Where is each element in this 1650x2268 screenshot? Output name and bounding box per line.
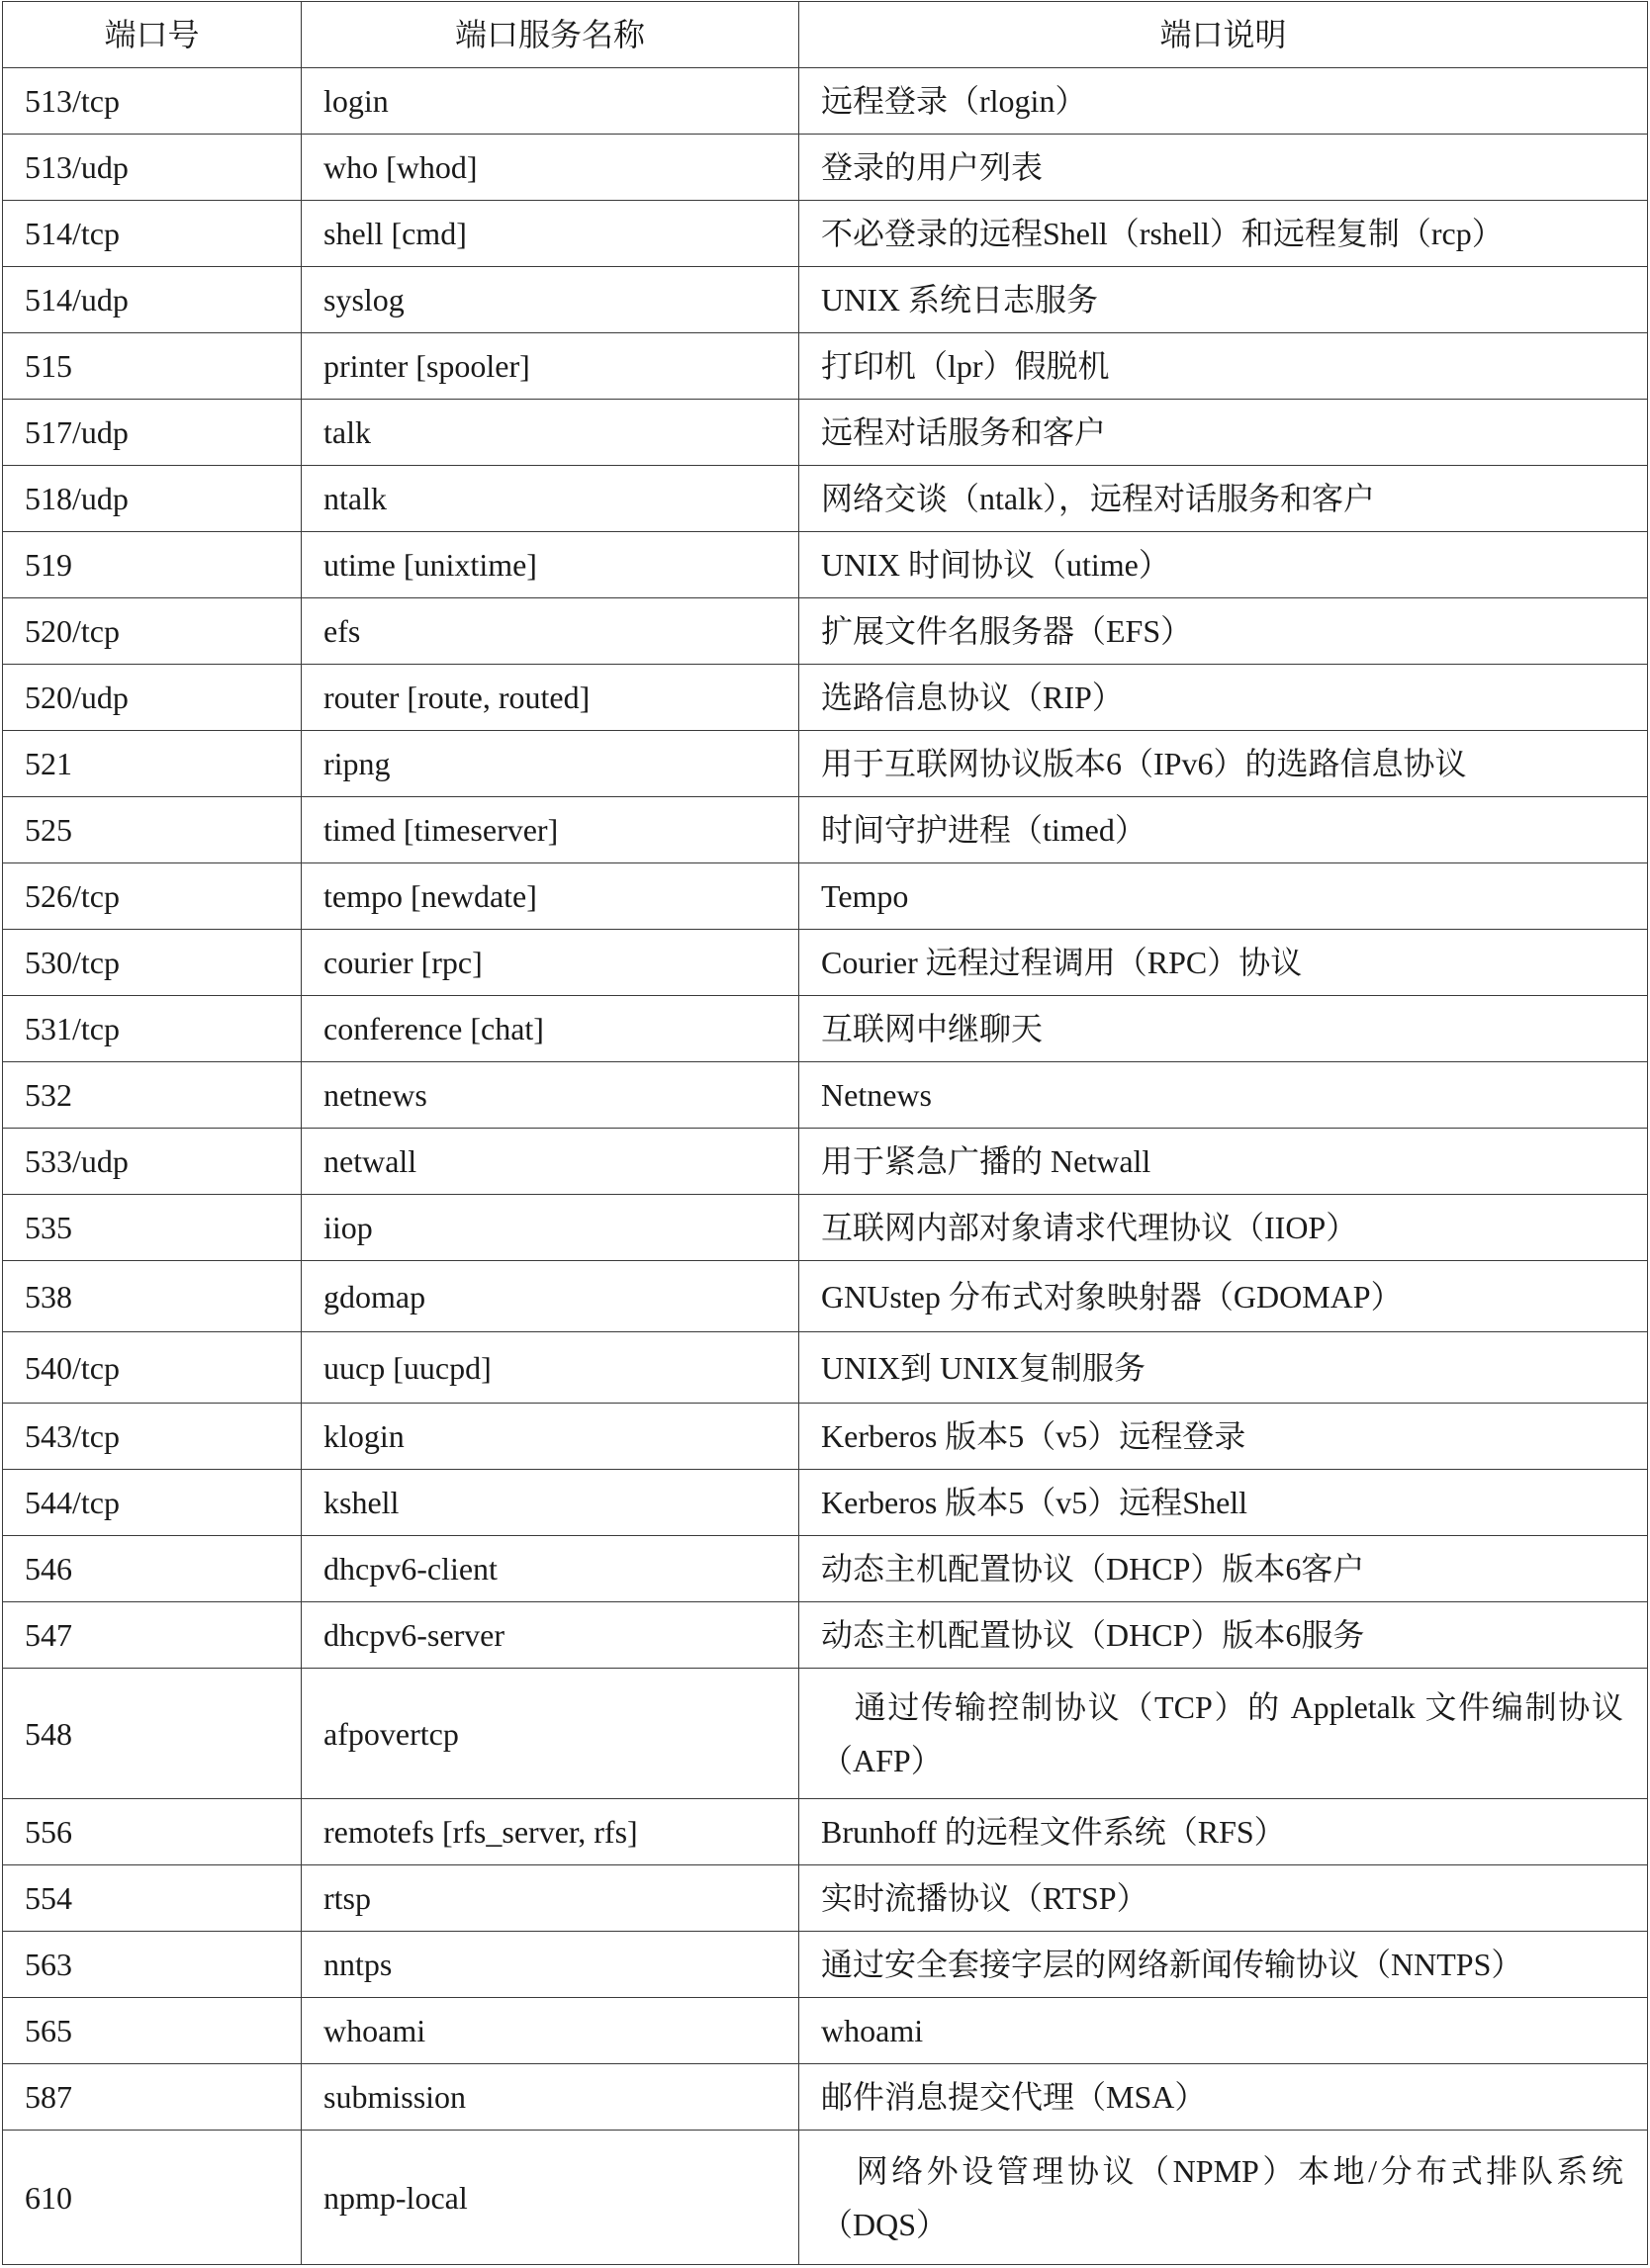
description-cell: Tempo — [799, 863, 1648, 930]
description-cell: 时间守护进程（timed） — [799, 797, 1648, 863]
description-cell: 扩展文件名服务器（EFS） — [799, 598, 1648, 665]
table-row — [3, 1602, 1648, 1669]
port-cell: 526/tcp — [3, 863, 302, 930]
description-cell: Courier 远程过程调用（RPC）协议 — [799, 930, 1648, 996]
port-cell: 525 — [3, 797, 302, 863]
port-cell: 521 — [3, 731, 302, 797]
port-table — [2, 1, 1648, 2265]
description-cell: UNIX 时间协议（utime） — [799, 532, 1648, 598]
service-name-cell: shell [cmd] — [302, 201, 799, 267]
table-row — [3, 201, 1648, 267]
service-name-cell: syslog — [302, 267, 799, 333]
port-cell: 520/tcp — [3, 598, 302, 665]
port-cell: 610 — [3, 2131, 302, 2265]
table-row — [3, 1536, 1648, 1602]
service-name-cell: dhcpv6-client — [302, 1536, 799, 1602]
table-row — [3, 466, 1648, 532]
port-cell: 556 — [3, 1799, 302, 1865]
table-row — [3, 532, 1648, 598]
description-cell: UNIX 系统日志服务 — [799, 267, 1648, 333]
table-row — [3, 267, 1648, 333]
table-body — [3, 68, 1648, 2265]
port-cell: 563 — [3, 1932, 302, 1998]
service-name-cell: conference [chat] — [302, 996, 799, 1062]
description-cell: 远程登录（rlogin） — [799, 68, 1648, 135]
table-row — [3, 1404, 1648, 1470]
port-cell: 554 — [3, 1865, 302, 1932]
port-cell: 532 — [3, 1062, 302, 1129]
port-cell: 538 — [3, 1261, 302, 1332]
description-cell: 网络外设管理协议（NPMP）本地/分布式排队系统（DQS） — [799, 2131, 1648, 2265]
description-cell: 通过安全套接字层的网络新闻传输协议（NNTPS） — [799, 1932, 1648, 1998]
table-row — [3, 930, 1648, 996]
column-header-service: 端口服务名称 — [302, 2, 799, 68]
column-header-port: 端口号 — [3, 2, 302, 68]
column-header-description: 端口说明 — [799, 2, 1648, 68]
table-row — [3, 1332, 1648, 1404]
description-cell: 网络交谈（ntalk），远程对话服务和客户 — [799, 466, 1648, 532]
description-cell: 互联网中继聊天 — [799, 996, 1648, 1062]
service-name-cell: submission — [302, 2064, 799, 2131]
service-name-cell: talk — [302, 400, 799, 466]
description-cell: 用于紧急广播的 Netwall — [799, 1129, 1648, 1195]
description-cell: 用于互联网协议版本6（IPv6）的选路信息协议 — [799, 731, 1648, 797]
port-cell: 533/udp — [3, 1129, 302, 1195]
table-row — [3, 1669, 1648, 1799]
table-row — [3, 863, 1648, 930]
table-header-row — [3, 2, 1648, 68]
description-cell: 动态主机配置协议（DHCP）版本6服务 — [799, 1602, 1648, 1669]
service-name-cell: utime [unixtime] — [302, 532, 799, 598]
port-cell: 547 — [3, 1602, 302, 1669]
port-cell: 513/udp — [3, 135, 302, 201]
table-row — [3, 665, 1648, 731]
service-name-cell: ntalk — [302, 466, 799, 532]
port-cell: 543/tcp — [3, 1404, 302, 1470]
service-name-cell: printer [spooler] — [302, 333, 799, 400]
port-cell: 540/tcp — [3, 1332, 302, 1404]
service-name-cell: dhcpv6-server — [302, 1602, 799, 1669]
service-name-cell: ripng — [302, 731, 799, 797]
description-cell: 打印机（lpr）假脱机 — [799, 333, 1648, 400]
description-cell: 互联网内部对象请求代理协议（IIOP） — [799, 1195, 1648, 1261]
table-row — [3, 2064, 1648, 2131]
service-name-cell: remotefs [rfs_server, rfs] — [302, 1799, 799, 1865]
port-cell: 544/tcp — [3, 1470, 302, 1536]
table-row — [3, 996, 1648, 1062]
port-cell: 519 — [3, 532, 302, 598]
service-name-cell: timed [timeserver] — [302, 797, 799, 863]
port-cell: 514/udp — [3, 267, 302, 333]
service-name-cell: uucp [uucpd] — [302, 1332, 799, 1404]
service-name-cell: efs — [302, 598, 799, 665]
description-cell: 通过传输控制协议（TCP）的 Appletalk 文件编制协议（AFP） — [799, 1669, 1648, 1799]
table-row — [3, 1261, 1648, 1332]
table-row — [3, 1865, 1648, 1932]
port-cell: 531/tcp — [3, 996, 302, 1062]
table-row — [3, 598, 1648, 665]
port-cell: 518/udp — [3, 466, 302, 532]
service-name-cell: iiop — [302, 1195, 799, 1261]
table-row — [3, 68, 1648, 135]
service-name-cell: whoami — [302, 1998, 799, 2064]
description-cell: 远程对话服务和客户 — [799, 400, 1648, 466]
table-row — [3, 1129, 1648, 1195]
port-cell: 520/udp — [3, 665, 302, 731]
description-cell: Netnews — [799, 1062, 1648, 1129]
table-row — [3, 2131, 1648, 2265]
port-cell: 513/tcp — [3, 68, 302, 135]
table-row — [3, 1932, 1648, 1998]
port-cell: 535 — [3, 1195, 302, 1261]
table-row — [3, 135, 1648, 201]
service-name-cell: netwall — [302, 1129, 799, 1195]
port-cell: 514/tcp — [3, 201, 302, 267]
port-cell: 515 — [3, 333, 302, 400]
description-cell: UNIX到 UNIX复制服务 — [799, 1332, 1648, 1404]
service-name-cell: nntps — [302, 1932, 799, 1998]
description-cell: 不必登录的远程Shell（rshell）和远程复制（rcp） — [799, 201, 1648, 267]
service-name-cell: login — [302, 68, 799, 135]
port-cell: 530/tcp — [3, 930, 302, 996]
service-name-cell: rtsp — [302, 1865, 799, 1932]
description-cell: GNUstep 分布式对象映射器（GDOMAP） — [799, 1261, 1648, 1332]
port-cell: 517/udp — [3, 400, 302, 466]
table-row — [3, 1195, 1648, 1261]
description-cell: Kerberos 版本5（v5）远程登录 — [799, 1404, 1648, 1470]
description-cell: whoami — [799, 1998, 1648, 2064]
service-name-cell: afpovertcp — [302, 1669, 799, 1799]
port-cell: 587 — [3, 2064, 302, 2131]
port-cell: 565 — [3, 1998, 302, 2064]
service-name-cell: who [whod] — [302, 135, 799, 201]
service-name-cell: courier [rpc] — [302, 930, 799, 996]
service-name-cell: tempo [newdate] — [302, 863, 799, 930]
description-cell: Brunhoff 的远程文件系统（RFS） — [799, 1799, 1648, 1865]
description-cell: 动态主机配置协议（DHCP）版本6客户 — [799, 1536, 1648, 1602]
table-row — [3, 333, 1648, 400]
description-cell: 实时流播协议（RTSP） — [799, 1865, 1648, 1932]
table-row — [3, 400, 1648, 466]
table-row — [3, 1470, 1648, 1536]
table-row — [3, 1799, 1648, 1865]
table-row — [3, 797, 1648, 863]
service-name-cell: npmp-local — [302, 2131, 799, 2265]
description-cell: 选路信息协议（RIP） — [799, 665, 1648, 731]
description-cell: 登录的用户列表 — [799, 135, 1648, 201]
table-row — [3, 1998, 1648, 2064]
service-name-cell: kshell — [302, 1470, 799, 1536]
service-name-cell: netnews — [302, 1062, 799, 1129]
description-cell: Kerberos 版本5（v5）远程Shell — [799, 1470, 1648, 1536]
port-cell: 546 — [3, 1536, 302, 1602]
service-name-cell: router [route, routed] — [302, 665, 799, 731]
service-name-cell: gdomap — [302, 1261, 799, 1332]
description-cell: 邮件消息提交代理（MSA） — [799, 2064, 1648, 2131]
table-row — [3, 731, 1648, 797]
service-name-cell: klogin — [302, 1404, 799, 1470]
table-row — [3, 1062, 1648, 1129]
port-cell: 548 — [3, 1669, 302, 1799]
